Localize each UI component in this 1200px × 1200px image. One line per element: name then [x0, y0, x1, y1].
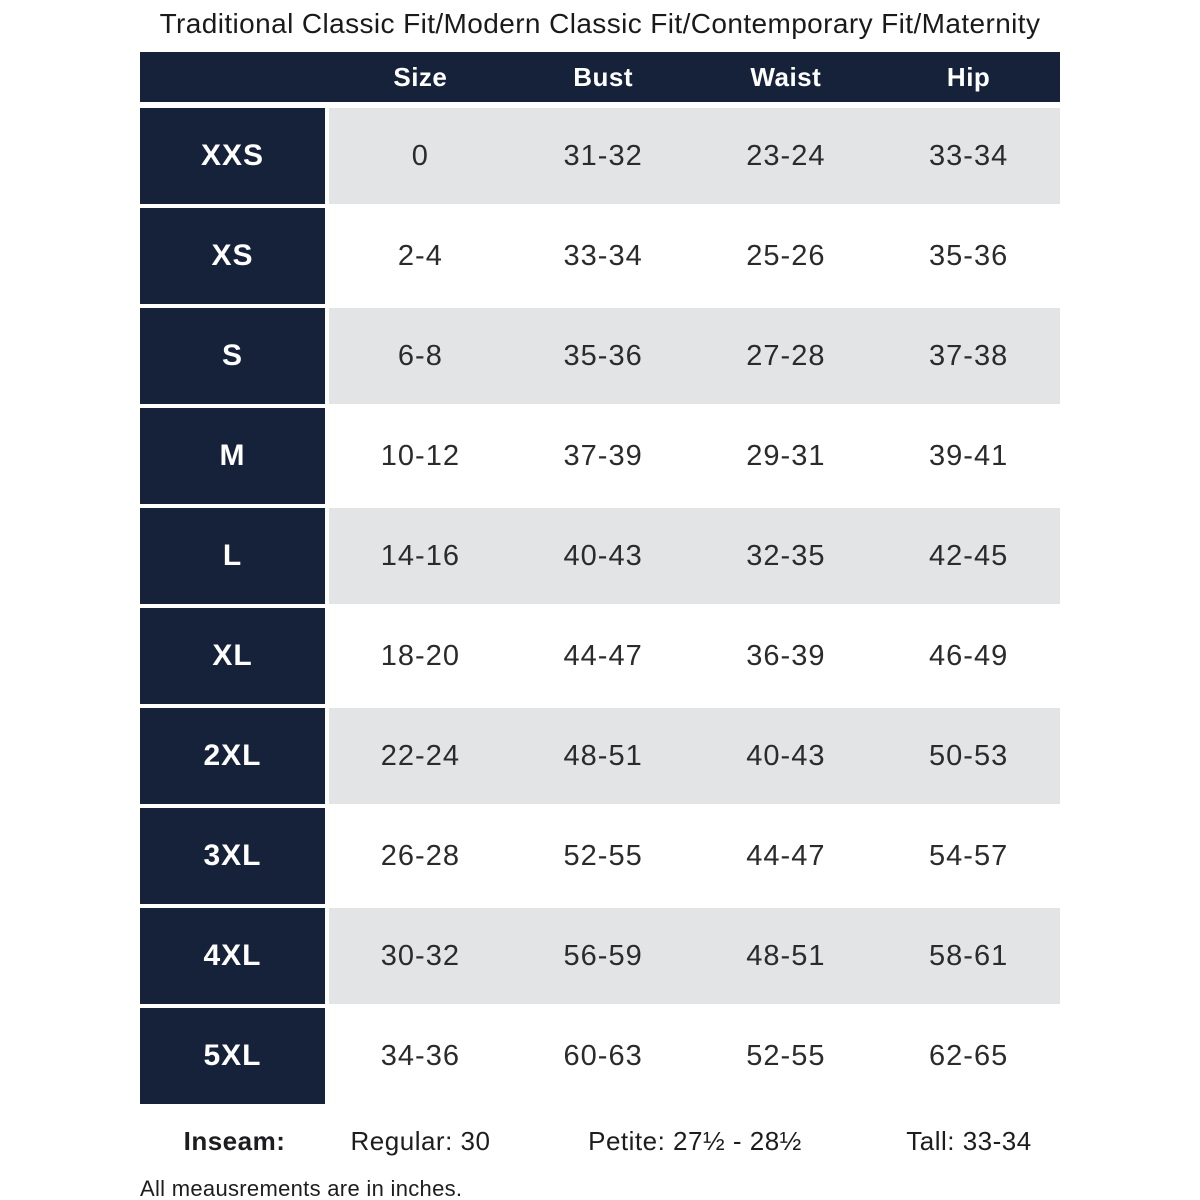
bust-value-cell: 52-55: [563, 839, 643, 872]
waist-value-cell: 44-47: [746, 839, 826, 872]
hip-value-cell: 39-41: [929, 439, 1009, 472]
column-header-bust: Bust: [573, 61, 634, 92]
table-row: [140, 208, 1060, 304]
table-row: [140, 108, 1060, 204]
size-label-cell: XL: [140, 608, 325, 704]
bust-value-cell: 33-34: [563, 239, 643, 272]
size-label-cell: 5XL: [140, 1008, 325, 1104]
waist-value-cell: 36-39: [746, 639, 826, 672]
bust-value-cell: 56-59: [512, 908, 695, 1004]
size-value-cell: 22-24: [329, 708, 512, 804]
table-row: [140, 408, 1060, 504]
waist-value-cell: 40-43: [695, 708, 878, 804]
size-label-cell: 4XL: [140, 908, 325, 1004]
size-value-cell: 10-12: [380, 439, 460, 472]
size-label-cell: 2XL: [140, 708, 325, 804]
inseam-tall: Tall: 33-34: [906, 1125, 1032, 1156]
bust-value-cell: 44-47: [563, 639, 643, 672]
table-row: [140, 808, 1060, 904]
bust-value-cell: 31-32: [512, 108, 695, 204]
size-value-cell: 26-28: [380, 839, 460, 872]
table-row: [140, 708, 1060, 804]
size-label-cell: XS: [140, 208, 325, 304]
column-header-waist: Waist: [750, 61, 822, 92]
measurement-note: All meausrements are in inches.: [140, 1176, 463, 1200]
size-value-cell: 2-4: [397, 239, 443, 272]
waist-value-cell: 25-26: [746, 239, 826, 272]
hip-value-cell: 54-57: [929, 839, 1009, 872]
hip-value-cell: 58-61: [877, 908, 1060, 1004]
size-value-cell: 14-16: [329, 508, 512, 604]
size-value-cell: 18-20: [380, 639, 460, 672]
hip-value-cell: 37-38: [877, 308, 1060, 404]
chart-title: Traditional Classic Fit/Modern Classic Fit/Contemporary Fit/Maternity: [159, 8, 1041, 39]
table-row: [140, 908, 1060, 1004]
column-header-size: Size: [393, 61, 448, 92]
column-header-hip: Hip: [946, 61, 991, 92]
table-row: [140, 308, 1060, 404]
bust-value-cell: 40-43: [512, 508, 695, 604]
size-label-cell: S: [140, 308, 325, 404]
size-label-cell: XXS: [140, 108, 325, 204]
size-chart: [140, 8, 1060, 1200]
header-corner-cell: [140, 52, 329, 102]
waist-value-cell: 27-28: [695, 308, 878, 404]
hip-value-cell: 50-53: [877, 708, 1060, 804]
size-value-cell: 34-36: [380, 1039, 460, 1072]
size-value-cell: 6-8: [329, 308, 512, 404]
size-label-cell: L: [140, 508, 325, 604]
size-value-cell: 0: [329, 108, 512, 204]
table-row: [140, 508, 1060, 604]
waist-value-cell: 32-35: [695, 508, 878, 604]
hip-value-cell: 62-65: [929, 1039, 1009, 1072]
inseam-petite: Petite: 27½ - 28½: [588, 1125, 802, 1156]
hip-value-cell: 46-49: [929, 639, 1009, 672]
hip-value-cell: 33-34: [877, 108, 1060, 204]
waist-value-cell: 48-51: [695, 908, 878, 1004]
bust-value-cell: 35-36: [512, 308, 695, 404]
hip-value-cell: 42-45: [877, 508, 1060, 604]
size-label-cell: 3XL: [140, 808, 325, 904]
table-row: [140, 1008, 1060, 1104]
bust-value-cell: 60-63: [563, 1039, 643, 1072]
waist-value-cell: 52-55: [746, 1039, 826, 1072]
bust-value-cell: 37-39: [563, 439, 643, 472]
table-header-row: [140, 52, 1060, 102]
hip-value-cell: 35-36: [929, 239, 1009, 272]
bust-value-cell: 48-51: [512, 708, 695, 804]
inseam-row: [140, 1112, 1060, 1170]
table-body: [140, 108, 1060, 1104]
inseam-label: Inseam:: [183, 1125, 286, 1156]
size-label-cell: M: [140, 408, 325, 504]
size-value-cell: 30-32: [329, 908, 512, 1004]
table-row: [140, 608, 1060, 704]
waist-value-cell: 23-24: [695, 108, 878, 204]
inseam-regular: Regular: 30: [350, 1125, 491, 1156]
waist-value-cell: 29-31: [746, 439, 826, 472]
